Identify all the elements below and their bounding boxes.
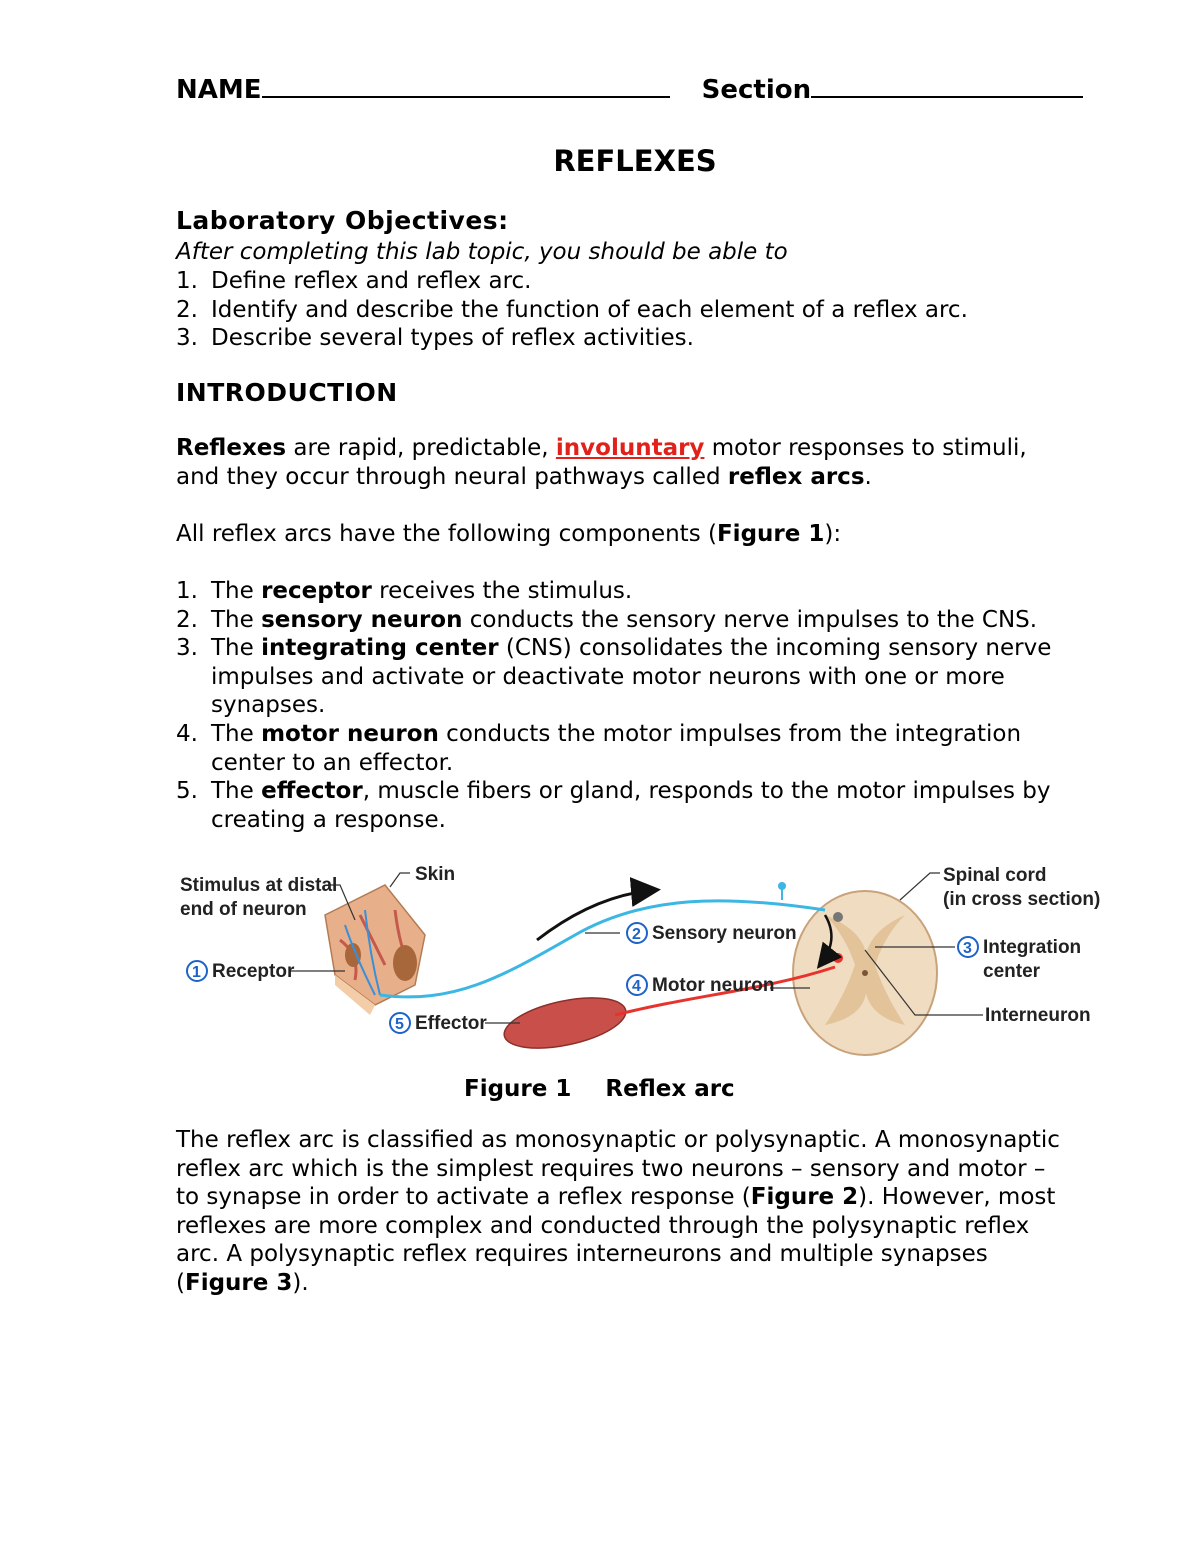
list-item: 4. The motor neuron conducts the motor impulses from the integration center to an effector. — [176, 720, 1022, 776]
intro-paragraph-2: All reflex arcs have the following components (Figure 1): — [176, 521, 842, 547]
label-stimulus-line1: Stimulus at distal — [180, 875, 338, 896]
svg-text:3: 3 — [963, 940, 972, 957]
name-label: NAME — [176, 75, 262, 105]
label-skin: Skin — [415, 864, 456, 885]
list-item: 1. The receptor receives the stimulus. — [176, 578, 633, 604]
figure-2-reference: Figure 2 — [750, 1184, 859, 1211]
figure-1-reference: Figure 1 — [716, 521, 825, 547]
svg-text:4: 4 — [632, 978, 641, 995]
label-interneuron: Interneuron — [985, 1005, 1091, 1026]
label-receptor: Receptor — [212, 961, 295, 982]
figure-3-reference: Figure 3 — [184, 1269, 293, 1296]
section-label: Section — [701, 75, 812, 105]
svg-text:1: 1 — [192, 964, 201, 981]
list-item: 3. Describe several types of reflex activities. — [176, 325, 694, 352]
reflex-arc-diagram — [175, 855, 1100, 1075]
svg-text:5: 5 — [395, 1016, 404, 1033]
closing-paragraph: The reflex arc is classified as monosynaptic or polysynaptic. A monosynaptic reflex arc which is the simplest requires two neurons – sensory and motor – to synapse in order to activate a reflex response (Figure 2). However, most reflexes are more complex and conducted through the polysynaptic reflex arc. A polysynaptic reflex requires interneurons and multiple synapses (Figure 3). — [176, 1127, 1060, 1296]
name-section-header — [176, 74, 1083, 105]
label-integration-line1: Integration — [983, 937, 1082, 958]
intro-paragraph-1: Reflexes are rapid, predictable, involuntary motor responses to stimuli, and they occur through neural pathways called reflex arcs. — [176, 435, 1027, 490]
sensory-cell-body — [778, 882, 786, 890]
section-blank-line[interactable] — [811, 74, 1083, 98]
list-item: 1. Define reflex and reflex arc. — [176, 268, 532, 294]
introduction-heading: INTRODUCTION — [176, 378, 398, 407]
label-spinal-cord-line1: Spinal cord — [943, 865, 1047, 886]
objectives-list — [176, 267, 968, 353]
label-effector: Effector — [415, 1013, 487, 1034]
list-item: 2. Identify and describe the function of each element of a reflex arc. — [176, 296, 968, 323]
page-title: REFLEXES — [553, 144, 717, 178]
list-item: 5. The effector, muscle fibers or gland, responds to the motor impulses by creating a response. — [176, 778, 1051, 833]
label-integration-line2: center — [983, 961, 1041, 982]
list-item: 3. The integrating center (CNS) consolidates the incoming sensory nerve impulses and activate or deactivate motor neurons with one or more synapses. — [176, 635, 1052, 719]
label-spinal-cord-line2: (in cross section) — [943, 889, 1100, 910]
name-blank-line[interactable] — [262, 74, 670, 98]
involuntary-highlight: involuntary — [555, 435, 705, 461]
figure-1-caption: Figure 1 Reflex arc — [464, 1076, 735, 1102]
objectives-intro: After completing this lab topic, you should be able to — [176, 239, 788, 265]
objectives-heading: Laboratory Objectives: — [176, 206, 509, 235]
label-motor-neuron: Motor neuron — [652, 975, 775, 996]
svg-text:2: 2 — [632, 926, 641, 943]
interneuron-dot — [833, 912, 843, 922]
list-item: 2. The sensory neuron conducts the sensory nerve impulses to the CNS. — [176, 606, 1038, 633]
label-sensory-neuron: Sensory neuron — [652, 923, 797, 944]
components-list — [176, 577, 1051, 834]
label-stimulus-line2: end of neuron — [180, 899, 307, 920]
